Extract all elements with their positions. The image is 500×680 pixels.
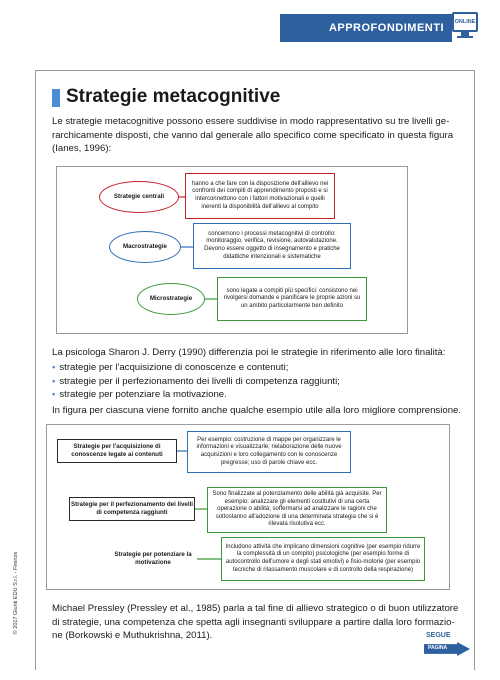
online-label: ONLINE: [454, 19, 476, 25]
level-description-macrostrategie: concernono i processi metacognitivi di controllo: monitoraggio, verifica, revisione, autovalutazione. Devono essere oggetto di insegnamento e pratiche didattiche intenzionali e sistematiche: [193, 223, 351, 269]
level-ellipse-microstrategie: Microstrategie: [137, 283, 205, 315]
copyright-credit: © 2017 Giunti EDU S.r.l. - Firenze: [13, 551, 19, 635]
derry-paragraph: La psicologa Sharon J. Derry (1990) differenzia poi le strategie in riferimento alle loro finalità:: [52, 347, 446, 358]
title-accent-bar: [52, 89, 60, 107]
intro-paragraph: Le strategie metacognitive possono essere suddivise in modo rappresentativo su tre livelli ge-rarchicamente disposti, che vanno dal generale allo specifico come specificato in questa figura (Ianes, 1996):: [52, 116, 454, 154]
level-description-microstrategie: sono legate a compiti più specifici: consistono nei rivolgersi domande e pianificare le proprie azioni su un ambito particolarmente ben definito: [217, 277, 367, 321]
pressley-paragraph: Michael Pressley (Pressley et al., 1985) parla a tal fine di allievo strategico o di buon utilizzatore di strategie, una competenza che spetta agli insegnanti sviluppare a partire dalla loro formazio-ne (Borkowski e Muthukrishna, 2011).: [52, 603, 459, 641]
strategy-description-motivazione: Includono attività che implicano dimensioni cognitive (per esempio ridurre la complessità di un compito) psicologiche (per esempio forme di autocontrollo dell'umore e degli stati emotivi) e fisio-motorie (per esempio tecniche di rilassamento muscolare e di controllo della respirazione): [221, 537, 425, 581]
metacognitive-levels-diagram: [56, 166, 408, 334]
section-label: APPROFONDIMENTI: [328, 22, 444, 34]
derry-strategies-diagram: [46, 424, 450, 590]
level-ellipse-strategie-centrali: Strategie centrali: [99, 181, 179, 213]
next-label: SEGUE: [426, 632, 451, 639]
bullet-item: • strategie per il perfezionamento dei livelli di competenza raggiunti;: [52, 375, 464, 389]
level-ellipse-macrostrategie: Macrostrategie: [109, 231, 181, 263]
online-monitor-icon[interactable]: [452, 10, 478, 44]
section-header-bar: [280, 14, 452, 42]
next-page-button[interactable]: [420, 632, 472, 660]
strategy-description-perfezionamento: Sono finalizzate al potenziamento delle abilità già acquisite. Per esempio: analizzare gli elementi costitutivi di una certa operazione o abilità; soffermarsi ad analizzare le ragioni che sottostanno all'adozione di una determinata strategia che si è rilevata risolutiva ecc.: [207, 487, 387, 533]
purpose-bullet-list: [52, 361, 464, 402]
strategy-label-motivazione: Strategie per potenziare la motivazione: [109, 547, 197, 571]
page-title: Strategie metacognitive: [66, 86, 281, 107]
level-description-strategie-centrali: hanno a che fare con la disposizione dell'allievo nei confronti dei compiti di apprendimento proposti e si interconnettono con i fattori motivazionali e quelli inerenti la disponibilità dell'allievo al compito: [185, 173, 335, 219]
strategy-description-acquisizione: Per esempio: costruzione di mappe per organizzare le informazioni e visualizzarle; rielaborazione delle nuove acquisizioni e loro collegamento con le conoscenze pregresse; uso di parole chiave ecc.: [187, 431, 351, 473]
strategy-label-acquisizione: Strategie per l'acquisizione di conoscenze legate ai contenuti: [57, 439, 177, 463]
figure-intro-paragraph: In figura per ciascuna viene fornito anche qualche esempio utile alla loro migliore comprensione.: [52, 405, 462, 416]
strategy-label-perfezionamento: Strategie per il perfezionamento dei livelli di competenza raggiunti: [69, 497, 195, 521]
bullet-item: • strategie per potenziare la motivazione.: [52, 388, 464, 402]
bullet-item: • strategie per l'acquisizione di conoscenze e contenuti;: [52, 361, 464, 375]
next-arrow-label: PAGINA: [428, 645, 448, 651]
